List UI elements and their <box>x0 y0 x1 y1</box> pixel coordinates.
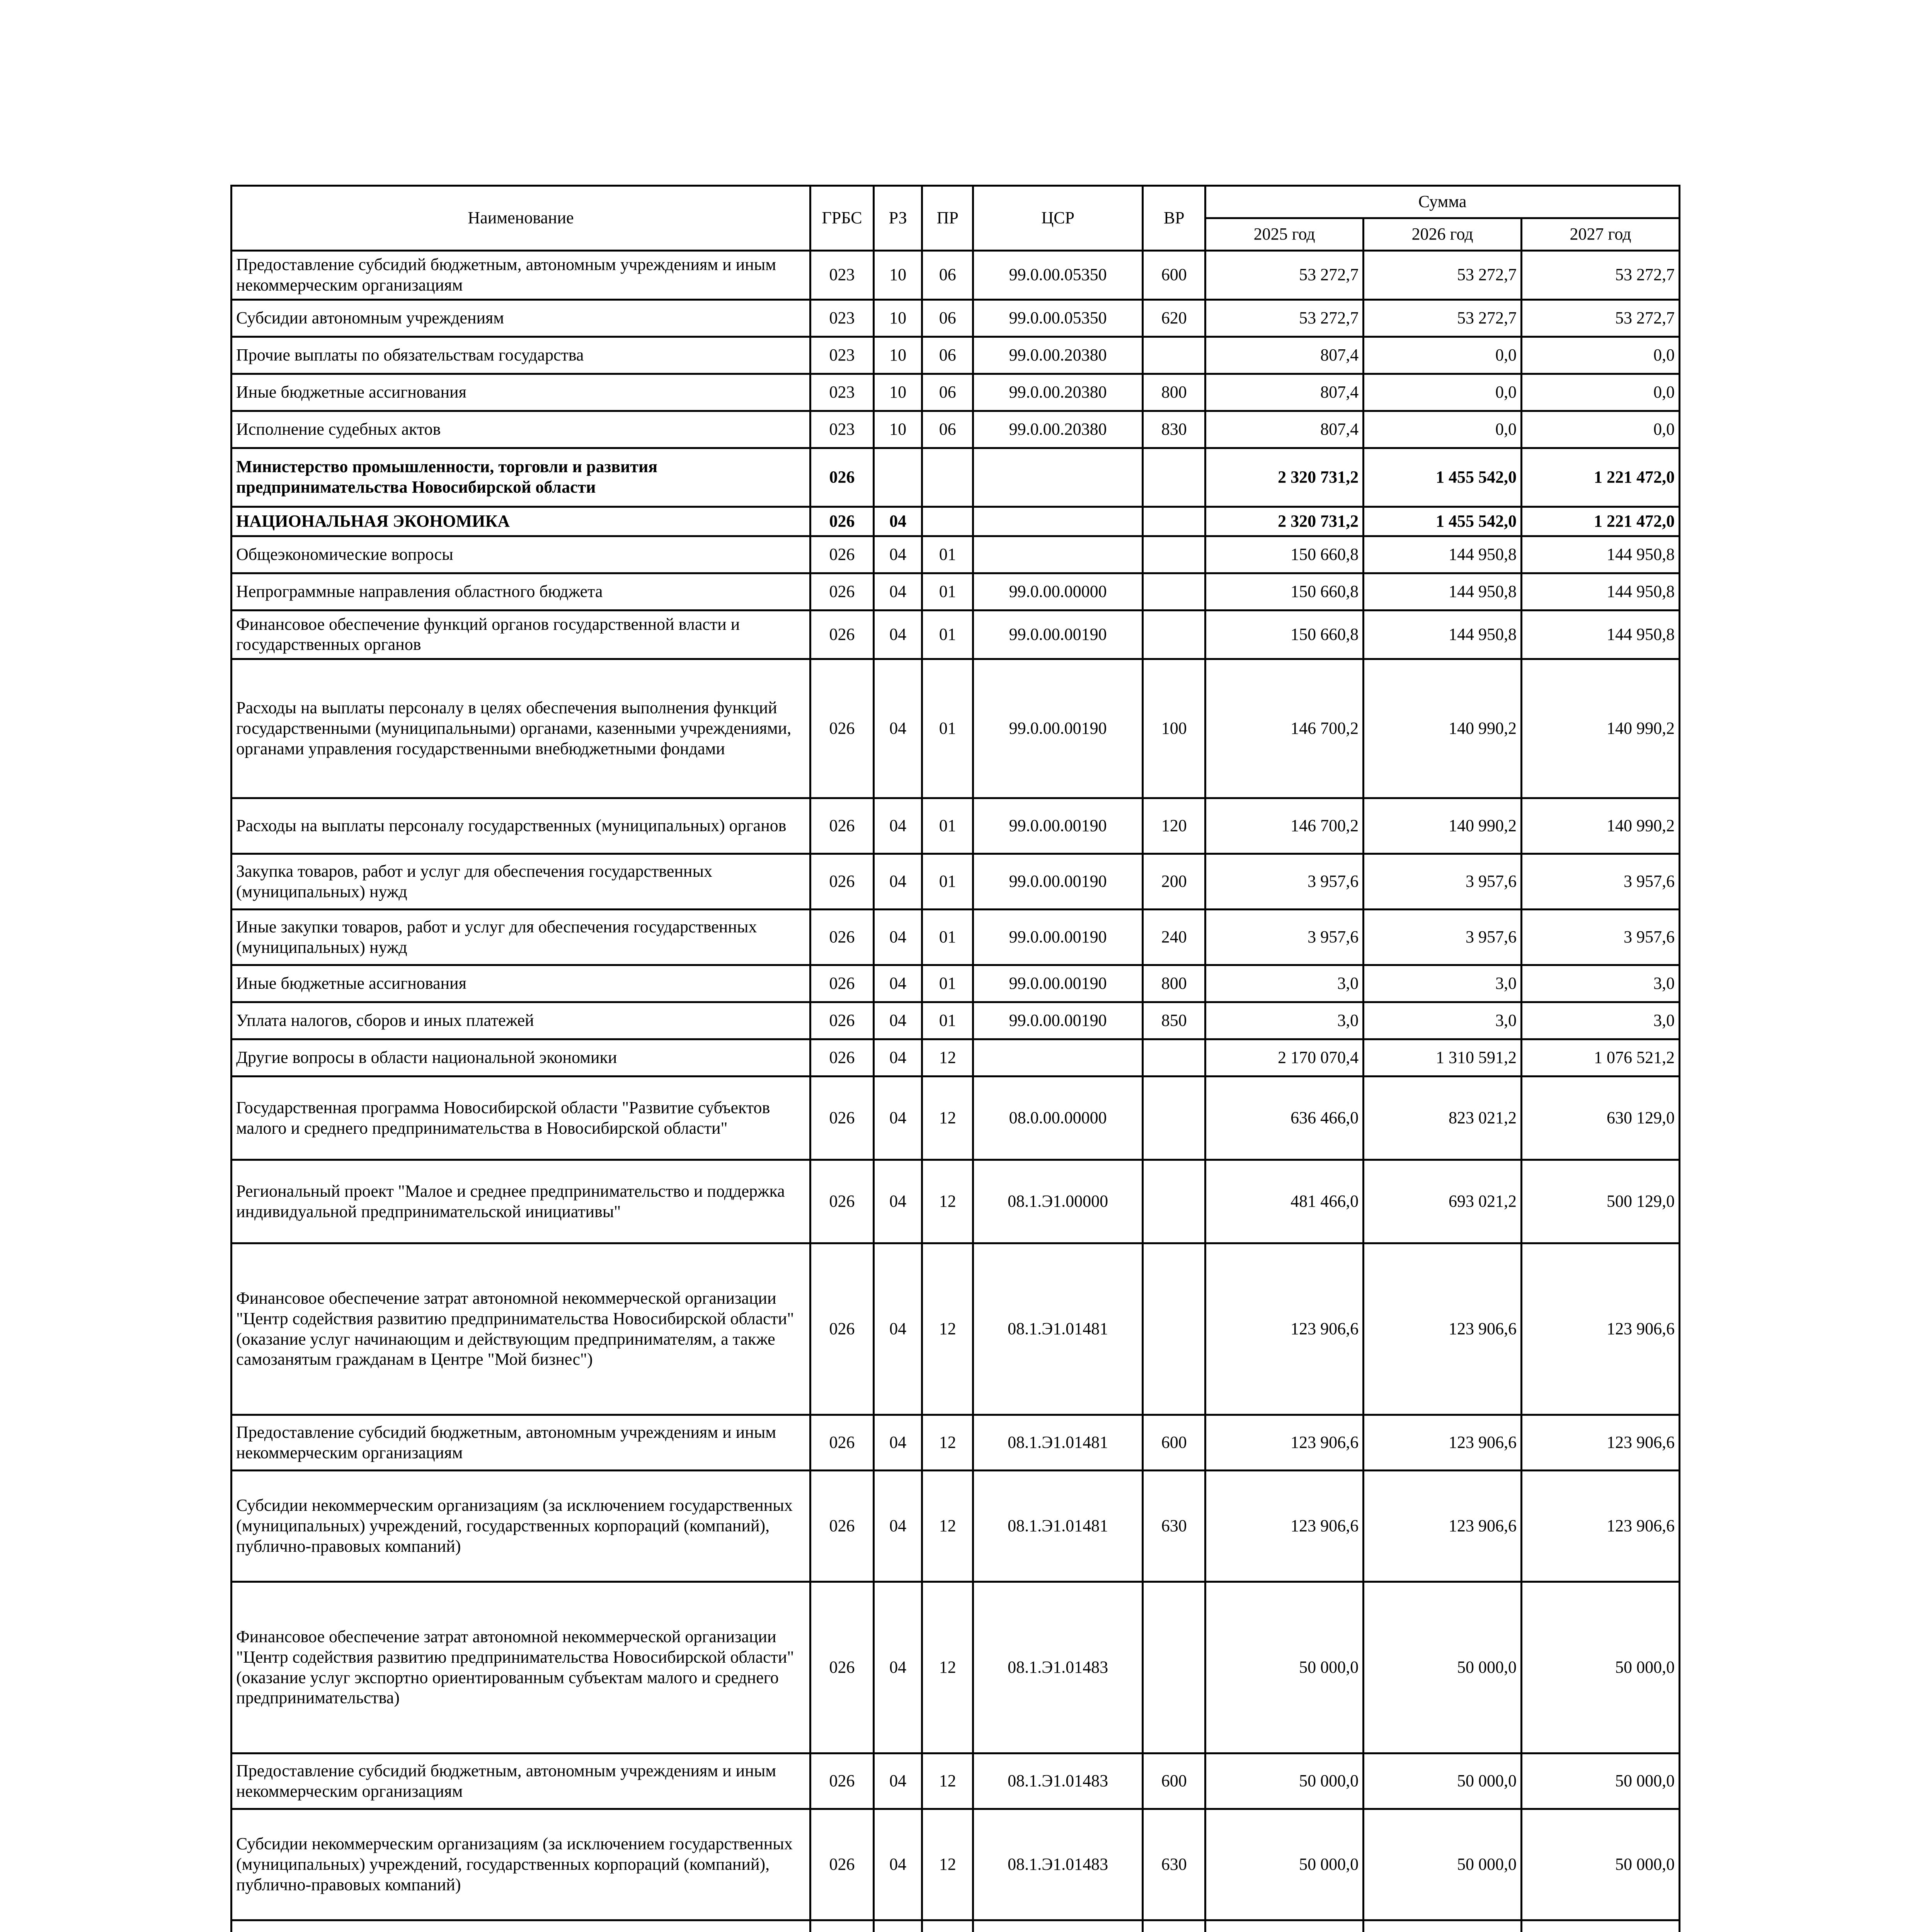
cell-sum-2026: 0,0 <box>1364 374 1522 411</box>
cell-sum-2027: 0,0 <box>1522 411 1680 448</box>
table-row <box>232 1039 1680 1077</box>
cell-name <box>232 1920 810 1932</box>
cell-csr: 99.0.00.05350 <box>973 251 1143 300</box>
cell-sum-2027: 3,0 <box>1522 1002 1680 1039</box>
cell-pr: 06 <box>922 299 973 337</box>
cell-sum-2025: 150 660,8 <box>1205 573 1364 610</box>
table-row <box>232 1415 1680 1471</box>
cell-sum-2025: 50 000,0 <box>1205 1753 1364 1809</box>
table-row <box>232 1160 1680 1243</box>
cell-csr: 99.0.00.00190 <box>973 610 1143 659</box>
cell-sum-2026: 3,0 <box>1364 965 1522 1002</box>
cell-sum-2027: 3,0 <box>1522 965 1680 1002</box>
cell-pr <box>922 507 973 536</box>
cell-pr: 12 <box>922 1160 973 1243</box>
cell-rz: 04 <box>873 536 922 573</box>
cell-name: Уплата налогов, сборов и иных платежей <box>232 1002 810 1039</box>
table-row <box>232 1243 1680 1415</box>
cell-grbs: 026 <box>810 507 873 536</box>
cell-csr: 99.0.00.00190 <box>973 798 1143 854</box>
table-row <box>232 1809 1680 1920</box>
cell-grbs: 026 <box>810 448 873 507</box>
cell-vr <box>1143 610 1205 659</box>
cell-rz <box>873 448 922 507</box>
cell-csr: 08.1.Э1.01483 <box>973 1809 1143 1920</box>
cell-sum-2027: 50 000,0 <box>1522 1809 1680 1920</box>
budget-table <box>230 185 1680 1932</box>
cell-sum-2027: 144 950,8 <box>1522 610 1680 659</box>
cell-sum-2025: 50 000,0 <box>1205 1809 1364 1920</box>
cell-sum-2027: 50 000,0 <box>1522 1753 1680 1809</box>
cell-grbs: 026 <box>810 854 873 910</box>
cell-name: Закупка товаров, работ и услуг для обеспечения государственных (муниципальных) нужд <box>232 854 810 910</box>
cell-csr <box>973 507 1143 536</box>
cell-sum-2025: 146 700,2 <box>1205 659 1364 798</box>
cell-vr <box>1143 1243 1205 1415</box>
table-row <box>232 910 1680 965</box>
cell-sum-2025: 123 906,6 <box>1205 1471 1364 1582</box>
cell-vr: 100 <box>1143 659 1205 798</box>
cell-grbs: 026 <box>810 573 873 610</box>
cell-sum-2026: 1 455 542,0 <box>1364 507 1522 536</box>
cell-pr: 01 <box>922 910 973 965</box>
cell-sum-2026: 693 021,2 <box>1364 1160 1522 1243</box>
cell-name: Финансовое обеспечение затрат автономной некоммерческой организации "Центр содействия развитию предпринимательства Новосибирской области" (оказание услуг начинающим и действующим предпринимателям, а также самозанятым гражданам в Центре "Мой бизнес") <box>232 1243 810 1415</box>
cell-name: Государственная программа Новосибирской области "Развитие субъектов малого и среднего предпринимательства в Новосибирской области" <box>232 1077 810 1160</box>
cell-name: Финансовое обеспечение затрат автономной некоммерческой организации "Центр содействия развитию предпринимательства Новосибирской области" (оказание услуг экспортно ориентированным субъектам малого и среднего предпринимательства) <box>232 1582 810 1753</box>
cell-sum-2026: 50 000,0 <box>1364 1809 1522 1920</box>
header-name: Наименование <box>232 186 810 251</box>
cell-sum-2026: 1 310 591,2 <box>1364 1039 1522 1077</box>
cell-sum-2025: 53 272,7 <box>1205 299 1364 337</box>
cell-grbs: 026 <box>810 1039 873 1077</box>
cell-sum-2025: 481 466,0 <box>1205 1160 1364 1243</box>
cell-csr: 08.1.Э1.01483 <box>973 1582 1143 1753</box>
cell-pr: 06 <box>922 374 973 411</box>
cell-grbs: 026 <box>810 1753 873 1809</box>
cell-sum-2027: 0,0 <box>1522 337 1680 374</box>
cell-vr <box>1143 1582 1205 1753</box>
cell-sum-2025: 3 957,6 <box>1205 854 1364 910</box>
cell-sum-2025: 2 320 731,2 <box>1205 507 1364 536</box>
table-row <box>232 1002 1680 1039</box>
cell-sum-2025: 2 170 070,4 <box>1205 1039 1364 1077</box>
cell-pr: 12 <box>922 1753 973 1809</box>
cell-name: НАЦИОНАЛЬНАЯ ЭКОНОМИКА <box>232 507 810 536</box>
cell-pr <box>922 1920 973 1932</box>
header-csr: ЦСР <box>973 186 1143 251</box>
cell-sum-2026: 53 272,7 <box>1364 251 1522 300</box>
cell-pr: 12 <box>922 1039 973 1077</box>
header-row <box>232 186 1680 218</box>
cell-name: Предоставление субсидий бюджетным, автономным учреждениям и иным некоммерческим организациям <box>232 1753 810 1809</box>
cell-sum-2025: 807,4 <box>1205 374 1364 411</box>
cell-grbs: 026 <box>810 1243 873 1415</box>
cell-sum-2026: 3 957,6 <box>1364 854 1522 910</box>
table-row <box>232 854 1680 910</box>
cell-vr: 600 <box>1143 1753 1205 1809</box>
cell-name: Иные бюджетные ассигнования <box>232 965 810 1002</box>
cell-rz: 04 <box>873 507 922 536</box>
cell-grbs: 026 <box>810 910 873 965</box>
cell-rz: 04 <box>873 798 922 854</box>
cell-pr: 12 <box>922 1809 973 1920</box>
cell-vr: 200 <box>1143 854 1205 910</box>
cell-sum-2027: 50 000,0 <box>1522 1582 1680 1753</box>
cell-name: Региональный проект "Малое и среднее предпринимательство и поддержка индивидуальной предпринимательской инициативы" <box>232 1160 810 1243</box>
cell-csr: 99.0.00.20380 <box>973 337 1143 374</box>
cell-vr <box>1143 1920 1205 1932</box>
cell-sum-2026: 50 000,0 <box>1364 1753 1522 1809</box>
cell-csr: 08.1.Э1.01483 <box>973 1753 1143 1809</box>
cell-sum-2027: 0,0 <box>1522 374 1680 411</box>
cell-csr: 99.0.00.00190 <box>973 1002 1143 1039</box>
cell-sum-2027: 500 129,0 <box>1522 1160 1680 1243</box>
cell-csr <box>973 1920 1143 1932</box>
cell-rz: 10 <box>873 251 922 300</box>
table-row <box>232 374 1680 411</box>
cell-rz: 04 <box>873 1002 922 1039</box>
cell-name: Предоставление субсидий бюджетным, автономным учреждениям и иным некоммерческим организациям <box>232 1415 810 1471</box>
cell-pr: 12 <box>922 1471 973 1582</box>
cell-sum-2027: 123 906,6 <box>1522 1471 1680 1582</box>
cell-rz: 04 <box>873 965 922 1002</box>
cell-sum-2025: 146 700,2 <box>1205 798 1364 854</box>
cell-pr: 12 <box>922 1415 973 1471</box>
cell-csr: 99.0.00.00190 <box>973 854 1143 910</box>
cell-vr <box>1143 1039 1205 1077</box>
cell-csr: 99.0.00.00000 <box>973 573 1143 610</box>
cell-name: Расходы на выплаты персоналу в целях обеспечения выполнения функций государственными (муниципальными) органами, казенными учреждениями, органами управления государственными внебюджетными фондами <box>232 659 810 798</box>
cell-vr <box>1143 448 1205 507</box>
cell-pr: 12 <box>922 1077 973 1160</box>
cell-csr: 99.0.00.00190 <box>973 910 1143 965</box>
cell-pr: 01 <box>922 1002 973 1039</box>
cell-grbs: 023 <box>810 299 873 337</box>
cell-csr: 99.0.00.00190 <box>973 965 1143 1002</box>
table-row <box>232 251 1680 300</box>
cell-rz: 04 <box>873 1809 922 1920</box>
cell-grbs: 026 <box>810 1415 873 1471</box>
cell-sum-2027: 144 950,8 <box>1522 573 1680 610</box>
cell-name: Расходы на выплаты персоналу государственных (муниципальных) органов <box>232 798 810 854</box>
cell-rz: 04 <box>873 910 922 965</box>
cell-csr: 99.0.00.00190 <box>973 659 1143 798</box>
cell-pr: 01 <box>922 854 973 910</box>
cell-sum-2025: 3,0 <box>1205 965 1364 1002</box>
cell-pr: 01 <box>922 536 973 573</box>
cell-sum-2027: 53 272,7 <box>1522 251 1680 300</box>
cell-rz: 04 <box>873 1582 922 1753</box>
cell-pr: 06 <box>922 251 973 300</box>
table-row <box>232 1582 1680 1753</box>
cell-csr: 99.0.00.20380 <box>973 374 1143 411</box>
cell-sum-2025: 807,4 <box>1205 411 1364 448</box>
cell-name: Субсидии автономным учреждениям <box>232 299 810 337</box>
cell-pr: 01 <box>922 965 973 1002</box>
cell-name: Непрограммные направления областного бюджета <box>232 573 810 610</box>
cell-name: Прочие выплаты по обязательствам государства <box>232 337 810 374</box>
cell-sum-2026: 0,0 <box>1364 337 1522 374</box>
cell-sum-2027: 1 221 472,0 <box>1522 448 1680 507</box>
cell-grbs: 023 <box>810 374 873 411</box>
cell-grbs: 026 <box>810 1160 873 1243</box>
cell-sum-2027: 53 272,7 <box>1522 299 1680 337</box>
cell-sum-2026: 123 906,6 <box>1364 1471 1522 1582</box>
cell-vr: 800 <box>1143 374 1205 411</box>
header-rz: РЗ <box>873 186 922 251</box>
cell-sum-2027: 1 076 521,2 <box>1522 1039 1680 1077</box>
cell-rz: 10 <box>873 299 922 337</box>
cell-sum-2025: 50 000,0 <box>1205 1582 1364 1753</box>
cell-name: Иные закупки товаров, работ и услуг для обеспечения государственных (муниципальных) нужд <box>232 910 810 965</box>
cell-grbs: 026 <box>810 1471 873 1582</box>
cell-sum-2026: 53 272,7 <box>1364 299 1522 337</box>
table-row <box>232 798 1680 854</box>
header-year-2027: 2027 год <box>1522 218 1680 251</box>
table-row <box>232 507 1680 536</box>
cell-sum-2026: 144 950,8 <box>1364 536 1522 573</box>
cell-vr: 830 <box>1143 411 1205 448</box>
cell-csr: 08.1.Э1.01481 <box>973 1415 1143 1471</box>
cell-sum-2025: 2 320 731,2 <box>1205 448 1364 507</box>
cell-name: Другие вопросы в области национальной экономики <box>232 1039 810 1077</box>
header-year-2026: 2026 год <box>1364 218 1522 251</box>
cell-sum-2027: 123 906,6 <box>1522 1415 1680 1471</box>
table-row <box>232 1920 1680 1932</box>
cell-grbs: 026 <box>810 965 873 1002</box>
cell-rz: 04 <box>873 1471 922 1582</box>
cell-sum-2027: 123 906,6 <box>1522 1243 1680 1415</box>
cell-vr: 600 <box>1143 251 1205 300</box>
cell-name: Финансовое обеспечение функций органов государственной власти и государственных органов <box>232 610 810 659</box>
table-row <box>232 337 1680 374</box>
cell-csr: 99.0.00.20380 <box>973 411 1143 448</box>
table-row <box>232 659 1680 798</box>
cell-rz: 04 <box>873 1243 922 1415</box>
cell-csr: 99.0.00.05350 <box>973 299 1143 337</box>
cell-vr: 620 <box>1143 299 1205 337</box>
table-row <box>232 610 1680 659</box>
cell-sum-2026: 123 906,6 <box>1364 1415 1522 1471</box>
cell-vr <box>1143 573 1205 610</box>
cell-sum-2026: 1 455 542,0 <box>1364 448 1522 507</box>
header-vr: ВР <box>1143 186 1205 251</box>
header-sum: Сумма <box>1205 186 1680 218</box>
cell-rz: 04 <box>873 659 922 798</box>
header-year-2025: 2025 год <box>1205 218 1364 251</box>
cell-sum-2026: 3,0 <box>1364 1002 1522 1039</box>
cell-sum-2025: 807,4 <box>1205 337 1364 374</box>
cell-csr: 08.1.Э1.01481 <box>973 1243 1143 1415</box>
cell-sum-2027: 3 957,6 <box>1522 854 1680 910</box>
cell-vr <box>1143 536 1205 573</box>
cell-grbs: 026 <box>810 610 873 659</box>
cell-rz: 04 <box>873 1415 922 1471</box>
table-row <box>232 965 1680 1002</box>
cell-csr: 08.1.Э1.01481 <box>973 1471 1143 1582</box>
cell-sum-2026: 140 990,2 <box>1364 659 1522 798</box>
table-row <box>232 411 1680 448</box>
cell-sum-2025: 636 466,0 <box>1205 1077 1364 1160</box>
cell-vr <box>1143 1160 1205 1243</box>
cell-csr: 08.1.Э1.00000 <box>973 1160 1143 1243</box>
cell-grbs: 026 <box>810 1002 873 1039</box>
cell-sum-2027: 3 957,6 <box>1522 910 1680 965</box>
cell-sum-2025: 150 660,8 <box>1205 610 1364 659</box>
cell-rz: 10 <box>873 337 922 374</box>
cell-rz: 04 <box>873 1077 922 1160</box>
cell-sum-2027: 140 990,2 <box>1522 798 1680 854</box>
cell-sum-2027: 1 221 472,0 <box>1522 507 1680 536</box>
cell-grbs: 026 <box>810 659 873 798</box>
table-row <box>232 448 1680 507</box>
cell-grbs: 026 <box>810 536 873 573</box>
cell-pr <box>922 448 973 507</box>
cell-sum-2025: 53 272,7 <box>1205 251 1364 300</box>
table-row <box>232 299 1680 337</box>
cell-vr: 240 <box>1143 910 1205 965</box>
cell-rz <box>873 1920 922 1932</box>
cell-rz: 10 <box>873 411 922 448</box>
header-grbs: ГРБС <box>810 186 873 251</box>
cell-sum-2025 <box>1205 1920 1364 1932</box>
cell-sum-2026 <box>1364 1920 1522 1932</box>
cell-grbs: 026 <box>810 798 873 854</box>
header-pr: ПР <box>922 186 973 251</box>
cell-vr: 630 <box>1143 1471 1205 1582</box>
cell-vr <box>1143 337 1205 374</box>
cell-pr: 06 <box>922 337 973 374</box>
cell-sum-2025: 123 906,6 <box>1205 1415 1364 1471</box>
cell-grbs: 026 <box>810 1809 873 1920</box>
cell-sum-2026: 144 950,8 <box>1364 610 1522 659</box>
cell-sum-2026: 144 950,8 <box>1364 573 1522 610</box>
cell-rz: 04 <box>873 1039 922 1077</box>
table-row <box>232 1077 1680 1160</box>
cell-vr: 120 <box>1143 798 1205 854</box>
cell-rz: 04 <box>873 854 922 910</box>
cell-sum-2026: 3 957,6 <box>1364 910 1522 965</box>
cell-sum-2027 <box>1522 1920 1680 1932</box>
cell-vr: 600 <box>1143 1415 1205 1471</box>
cell-vr <box>1143 1077 1205 1160</box>
cell-vr: 800 <box>1143 965 1205 1002</box>
table-row <box>232 573 1680 610</box>
cell-name: Общеэкономические вопросы <box>232 536 810 573</box>
table-row <box>232 1753 1680 1809</box>
cell-grbs: 023 <box>810 411 873 448</box>
cell-grbs: 023 <box>810 251 873 300</box>
table-row <box>232 1471 1680 1582</box>
cell-pr: 01 <box>922 573 973 610</box>
cell-rz: 04 <box>873 1753 922 1809</box>
cell-sum-2025: 3,0 <box>1205 1002 1364 1039</box>
cell-name: Иные бюджетные ассигнования <box>232 374 810 411</box>
cell-pr: 06 <box>922 411 973 448</box>
cell-csr: 08.0.00.00000 <box>973 1077 1143 1160</box>
cell-name: Исполнение судебных актов <box>232 411 810 448</box>
cell-rz: 04 <box>873 610 922 659</box>
cell-pr: 12 <box>922 1243 973 1415</box>
table-row <box>232 536 1680 573</box>
cell-rz: 10 <box>873 374 922 411</box>
cell-rz: 04 <box>873 1160 922 1243</box>
cell-sum-2027: 630 129,0 <box>1522 1077 1680 1160</box>
cell-sum-2025: 3 957,6 <box>1205 910 1364 965</box>
cell-sum-2026: 0,0 <box>1364 411 1522 448</box>
cell-csr <box>973 448 1143 507</box>
cell-pr: 12 <box>922 1582 973 1753</box>
cell-vr: 630 <box>1143 1809 1205 1920</box>
cell-sum-2026: 140 990,2 <box>1364 798 1522 854</box>
cell-grbs: 026 <box>810 1582 873 1753</box>
cell-sum-2025: 150 660,8 <box>1205 536 1364 573</box>
cell-rz: 04 <box>873 573 922 610</box>
table-body <box>232 251 1680 1932</box>
cell-csr <box>973 536 1143 573</box>
cell-grbs <box>810 1920 873 1932</box>
cell-sum-2026: 823 021,2 <box>1364 1077 1522 1160</box>
cell-sum-2027: 144 950,8 <box>1522 536 1680 573</box>
cell-pr: 01 <box>922 610 973 659</box>
cell-pr: 01 <box>922 798 973 854</box>
cell-sum-2027: 140 990,2 <box>1522 659 1680 798</box>
cell-pr: 01 <box>922 659 973 798</box>
cell-vr: 850 <box>1143 1002 1205 1039</box>
cell-vr <box>1143 507 1205 536</box>
cell-grbs: 023 <box>810 337 873 374</box>
cell-sum-2026: 50 000,0 <box>1364 1582 1522 1753</box>
cell-name: Предоставление субсидий бюджетным, автономным учреждениям и иным некоммерческим организациям <box>232 251 810 300</box>
cell-sum-2025: 123 906,6 <box>1205 1243 1364 1415</box>
cell-grbs: 026 <box>810 1077 873 1160</box>
cell-name: Министерство промышленности, торговли и развития предпринимательства Новосибирской области <box>232 448 810 507</box>
cell-name: Субсидии некоммерческим организациям (за исключением государственных (муниципальных) учреждений, государственных корпораций (компаний), публично-правовых компаний) <box>232 1809 810 1920</box>
cell-csr <box>973 1039 1143 1077</box>
cell-sum-2026: 123 906,6 <box>1364 1243 1522 1415</box>
cell-name: Субсидии некоммерческим организациям (за исключением государственных (муниципальных) учреждений, государственных корпораций (компаний), публично-правовых компаний) <box>232 1471 810 1582</box>
